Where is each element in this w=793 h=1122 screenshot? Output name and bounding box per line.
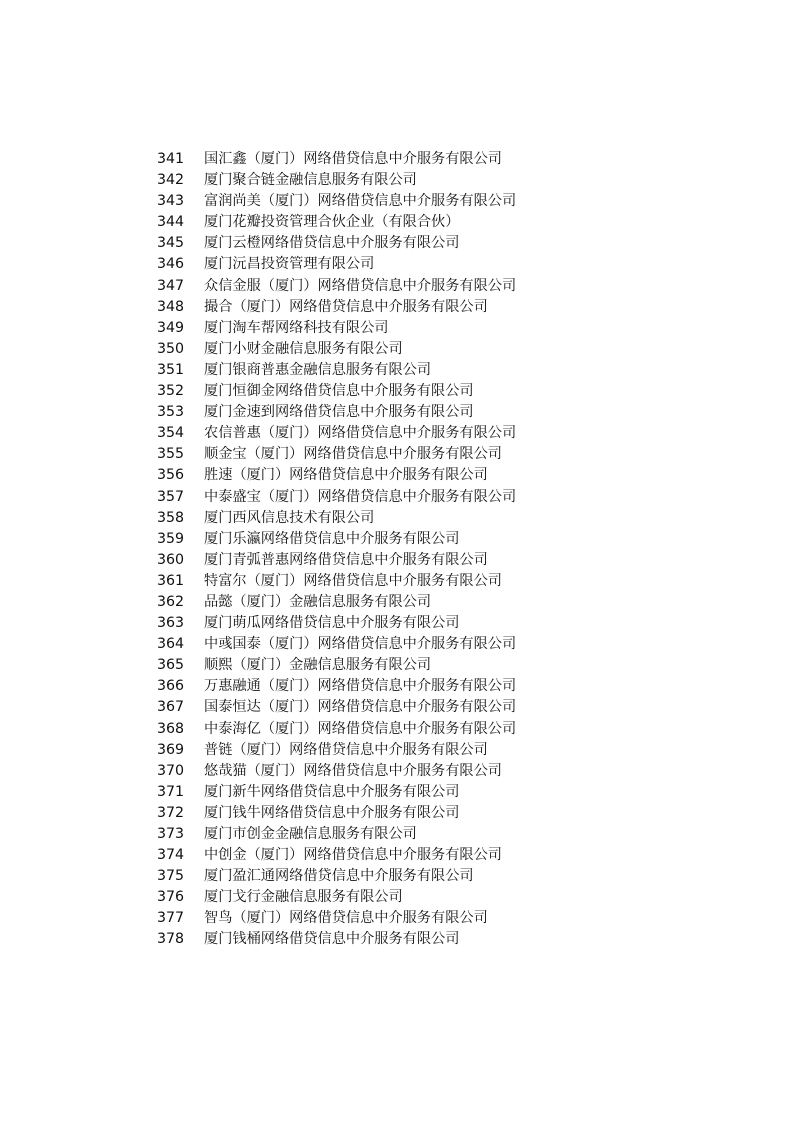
row-number: 365 (157, 657, 185, 674)
list-item (157, 318, 516, 339)
list-item (157, 339, 516, 360)
list-item (157, 697, 516, 718)
company-name: 厦门新牛网络借贷信息中介服务有限公司 (204, 783, 460, 800)
list-item (157, 740, 516, 761)
row-number: 369 (157, 741, 185, 758)
row-number: 359 (157, 530, 185, 547)
company-name: 厦门沅昌投资管理有限公司 (204, 256, 375, 273)
company-name: 农信普惠（厦门）网络借贷信息中介服务有限公司 (204, 425, 517, 442)
row-number: 374 (157, 847, 185, 864)
list-item (157, 908, 516, 929)
row-number: 377 (157, 910, 185, 927)
list-item (157, 676, 516, 697)
row-number: 356 (157, 467, 185, 484)
row-number: 366 (157, 678, 185, 695)
list-item (157, 381, 516, 402)
list-item (157, 824, 516, 845)
row-number: 358 (157, 509, 185, 526)
list-item (157, 655, 516, 676)
company-name: 智鸟（厦门）网络借贷信息中介服务有限公司 (204, 910, 488, 927)
row-number: 361 (157, 572, 185, 589)
company-list (157, 149, 516, 951)
company-name: 众信金服（厦门）网络借贷信息中介服务有限公司 (204, 277, 517, 294)
list-item (157, 465, 516, 486)
company-name: 厦门青弧普惠网络借贷信息中介服务有限公司 (204, 551, 488, 568)
list-item (157, 529, 516, 550)
company-name: 厦门西风信息技术有限公司 (204, 509, 375, 526)
list-item (157, 571, 516, 592)
list-item (157, 170, 516, 191)
row-number: 376 (157, 889, 185, 906)
row-number: 348 (157, 298, 185, 315)
row-number: 347 (157, 277, 185, 294)
list-item (157, 592, 516, 613)
list-item (157, 149, 516, 170)
row-number: 346 (157, 256, 185, 273)
company-name: 厦门银商普惠金融信息服务有限公司 (204, 361, 432, 378)
company-name: 品懿（厦门）金融信息服务有限公司 (204, 593, 432, 610)
list-item (157, 297, 516, 318)
row-number: 367 (157, 699, 185, 716)
company-name: 顺熙（厦门）金融信息服务有限公司 (204, 657, 432, 674)
list-item (157, 402, 516, 423)
row-number: 378 (157, 931, 185, 948)
list-item (157, 719, 516, 740)
list-item (157, 845, 516, 866)
company-name: 厦门淘车帮网络科技有限公司 (204, 319, 389, 336)
row-number: 371 (157, 783, 185, 800)
company-name: 国泰恒达（厦门）网络借贷信息中介服务有限公司 (204, 699, 517, 716)
row-number: 341 (157, 151, 185, 167)
company-name: 厦门萌瓜网络借贷信息中介服务有限公司 (204, 615, 460, 632)
row-number: 350 (157, 340, 185, 357)
row-number: 351 (157, 361, 185, 378)
list-item (157, 613, 516, 634)
list-item (157, 191, 516, 212)
company-name: 撮合（厦门）网络借贷信息中介服务有限公司 (204, 298, 488, 315)
company-name: 富润尚美（厦门）网络借贷信息中介服务有限公司 (204, 193, 517, 210)
row-number: 355 (157, 446, 185, 463)
company-name: 中泰盛宝（厦门）网络借贷信息中介服务有限公司 (204, 488, 517, 505)
list-item (157, 360, 516, 381)
row-number: 373 (157, 826, 185, 842)
row-number: 372 (157, 804, 185, 821)
company-name: 胜速（厦门）网络借贷信息中介服务有限公司 (204, 467, 488, 484)
company-name: 厦门云橙网络借贷信息中介服务有限公司 (204, 235, 460, 252)
row-number: 357 (157, 488, 185, 505)
list-item (157, 487, 516, 508)
row-number: 362 (157, 593, 185, 610)
list-item (157, 550, 516, 571)
row-number: 375 (157, 868, 185, 885)
company-name: 厦门市创金金融信息服务有限公司 (204, 826, 417, 842)
list-item (157, 866, 516, 887)
company-name: 厦门钱桶网络借贷信息中介服务有限公司 (204, 931, 460, 948)
list-item (157, 508, 516, 529)
row-number: 360 (157, 551, 185, 568)
list-item (157, 254, 516, 275)
row-number: 342 (157, 172, 185, 189)
row-number: 363 (157, 615, 185, 632)
company-name: 厦门恒御金网络借贷信息中介服务有限公司 (204, 383, 474, 400)
list-item (157, 929, 516, 950)
company-name: 厦门金速到网络借贷信息中介服务有限公司 (204, 404, 474, 421)
company-name: 中彧国泰（厦门）网络借贷信息中介服务有限公司 (204, 636, 517, 653)
row-number: 354 (157, 425, 185, 442)
row-number: 352 (157, 383, 185, 400)
company-name: 厦门小财金融信息服务有限公司 (204, 340, 403, 357)
row-number: 364 (157, 636, 185, 653)
row-number: 344 (157, 214, 185, 231)
company-name: 厦门戈行金融信息服务有限公司 (204, 889, 403, 906)
list-item (157, 423, 516, 444)
company-name: 普链（厦门）网络借贷信息中介服务有限公司 (204, 741, 488, 758)
list-item (157, 233, 516, 254)
row-number: 353 (157, 404, 185, 421)
company-name: 厦门聚合链金融信息服务有限公司 (204, 172, 417, 189)
list-item (157, 444, 516, 465)
list-item (157, 761, 516, 782)
company-name: 厦门花瓣投资管理合伙企业（有限合伙） (204, 214, 460, 231)
list-item (157, 887, 516, 908)
row-number: 343 (157, 193, 185, 210)
company-name: 中创金（厦门）网络借贷信息中介服务有限公司 (204, 847, 502, 864)
company-name: 国汇鑫（厦门）网络借贷信息中介服务有限公司 (204, 151, 502, 167)
row-number: 349 (157, 319, 185, 336)
list-item (157, 803, 516, 824)
list-item (157, 634, 516, 655)
company-name: 厦门乐瀛网络借贷信息中介服务有限公司 (204, 530, 460, 547)
company-name: 悠哉猫（厦门）网络借贷信息中介服务有限公司 (204, 762, 502, 779)
company-name: 厦门钱牛网络借贷信息中介服务有限公司 (204, 804, 460, 821)
company-name: 厦门盈汇通网络借贷信息中介服务有限公司 (204, 868, 474, 885)
company-name: 万惠融通（厦门）网络借贷信息中介服务有限公司 (204, 678, 517, 695)
company-name: 特富尔（厦门）网络借贷信息中介服务有限公司 (204, 572, 502, 589)
company-name: 顺金宝（厦门）网络借贷信息中介服务有限公司 (204, 446, 502, 463)
list-item (157, 782, 516, 803)
row-number: 370 (157, 762, 185, 779)
row-number: 345 (157, 235, 185, 252)
list-item (157, 212, 516, 233)
list-item (157, 276, 516, 297)
company-name: 中泰海亿（厦门）网络借贷信息中介服务有限公司 (204, 720, 517, 737)
row-number: 368 (157, 720, 185, 737)
